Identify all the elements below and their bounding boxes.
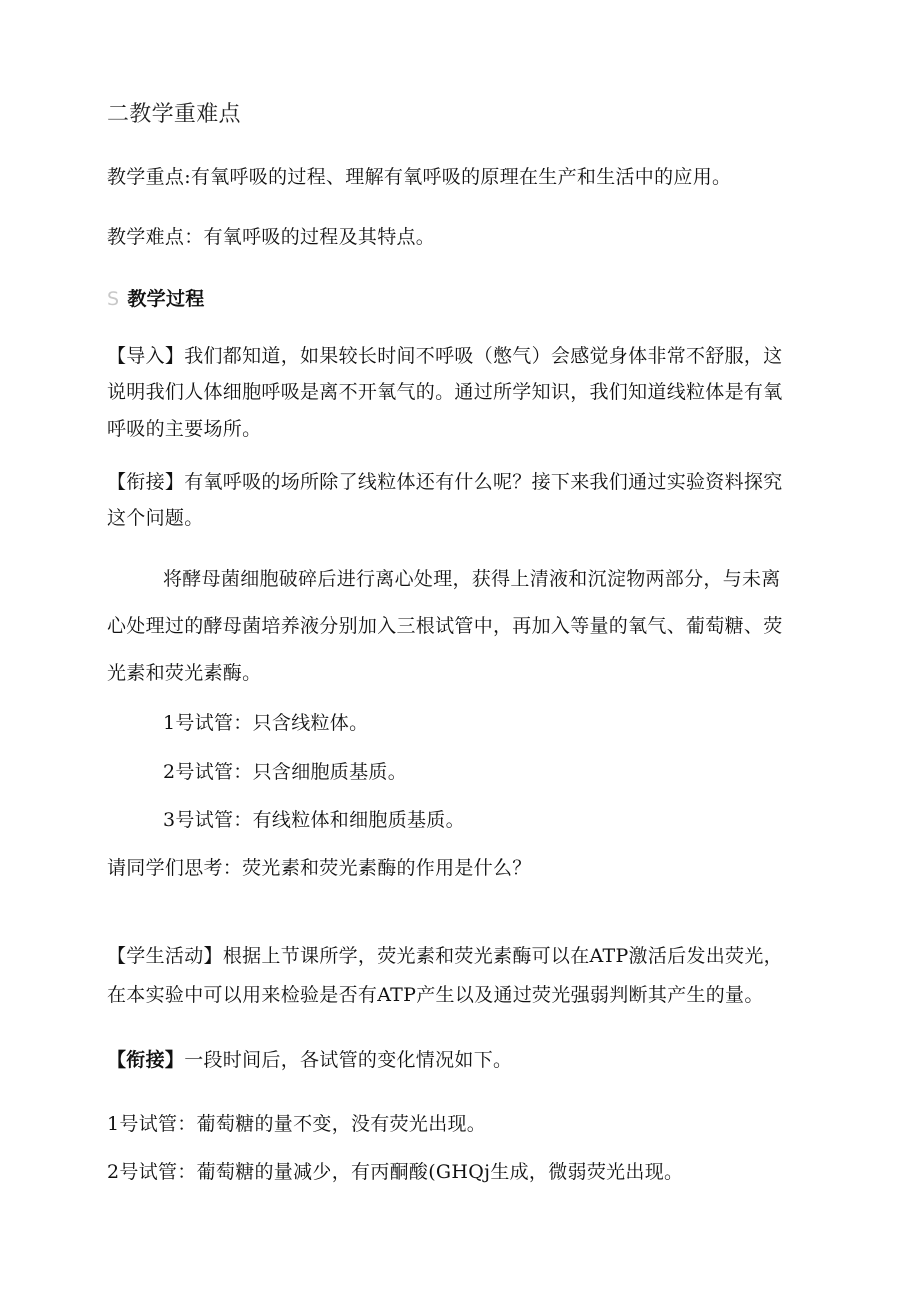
- link2-tag: 【衔接】: [107, 1049, 185, 1071]
- intro-line-2: 说明我们人体细胞呼吸是离不开氧气的。通过所学知识，我们知道线粒体是有氧: [107, 381, 783, 403]
- tube-3: 3号试管：有线粒体和细胞质基质。: [163, 809, 465, 831]
- tube-2: 2号试管：只含细胞质基质。: [163, 761, 407, 783]
- experiment-line-1: 将酵母菌细胞破碎后进行离心处理，获得上清液和沉淀物两部分，与未离: [163, 568, 781, 590]
- experiment-line-3: 光素和荧光素酶。: [107, 662, 262, 684]
- section-marker: S: [107, 288, 120, 310]
- tube-1: 1号试管：只含线粒体。: [163, 712, 369, 734]
- intro-line-3: 呼吸的主要场所。: [107, 418, 262, 440]
- activity-tag: 【学生活动】: [107, 945, 223, 967]
- link1-line-2: 这个问题。: [107, 507, 204, 529]
- intro-line-1: 【导入】我们都知道，如果较长时间不呼吸（憋气）会感觉身体非常不舒服，这: [107, 345, 783, 367]
- section-heading-process: [107, 287, 205, 311]
- experiment-line-2: 心处理过的酵母菌培养液分别加入三根试管中，再加入等量的氧气、葡萄糖、荧: [107, 615, 783, 637]
- activity-line-2: 在本实验中可以用来检验是否有ATP产生以及通过荧光强弱判断其产生的量。: [107, 984, 764, 1006]
- result-tube-2: 2号试管：葡萄糖的量减少，有丙酮酸(GHQj生成，微弱荧光出现。: [107, 1161, 684, 1183]
- link1-line-1: 【衔接】有氧呼吸的场所除了线粒体还有什么呢？接下来我们通过实验资料探究: [107, 471, 783, 493]
- section-heading-key-points: 二教学重难点: [107, 102, 241, 127]
- intro-tag: 【导入】: [107, 345, 185, 367]
- difficulty-text: 教学难点：有氧呼吸的过程及其特点。: [107, 226, 436, 248]
- section-title: 教学过程: [127, 288, 205, 310]
- activity-line-1: 【学生活动】根据上节课所学，荧光素和荧光素酶可以在ATP激活后发出荧光，: [107, 945, 783, 967]
- question-text: 请同学们思考：荧光素和荧光素酶的作用是什么？: [107, 857, 532, 879]
- link2-line: 【衔接】一段时间后，各试管的变化情况如下。: [107, 1049, 513, 1071]
- key-point-text: 教学重点:有氧呼吸的过程、理解有氧呼吸的原理在生产和生活中的应用。: [107, 166, 732, 188]
- result-tube-1: 1号试管：葡萄糖的量不变，没有荧光出现。: [107, 1113, 487, 1135]
- link1-tag: 【衔接】: [107, 471, 185, 493]
